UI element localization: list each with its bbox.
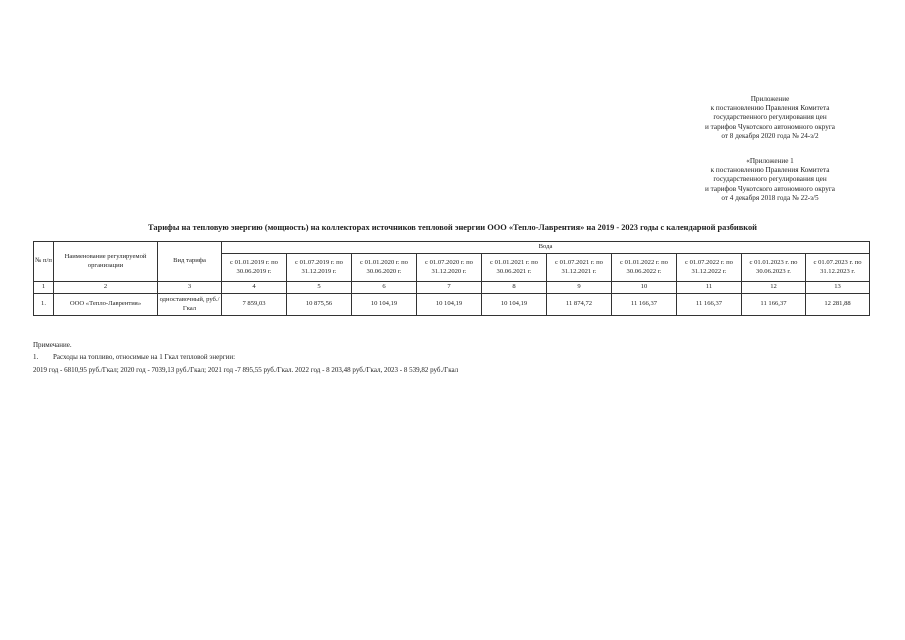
column-number: 12 bbox=[742, 282, 806, 294]
header-period: с 01.01.2021 г. по 30.06.2021 г. bbox=[482, 254, 547, 282]
column-number: 2 bbox=[54, 282, 158, 294]
annex-current bbox=[660, 95, 880, 141]
annex-current-line: и тарифов Чукотского автономного округа bbox=[705, 122, 835, 131]
tariff-table bbox=[33, 241, 870, 316]
header-period: с 01.01.2019 г. по 30.06.2019 г. bbox=[222, 254, 287, 282]
annex-current-line: от 8 декабря 2020 года № 24-з/2 bbox=[721, 131, 819, 140]
header-period: с 01.01.2023 г. по 30.06.2023 г. bbox=[742, 254, 806, 282]
annex-current-line: Приложение bbox=[750, 95, 790, 103]
header-number: № п/п bbox=[34, 242, 54, 282]
header-period: с 01.07.2022 г. по 31.12.2022 г. bbox=[677, 254, 742, 282]
column-number: 11 bbox=[677, 282, 742, 294]
tariff-value: 10 104,19 bbox=[352, 294, 417, 316]
annex-previous-line: и тарифов Чукотского автономного округа bbox=[705, 184, 835, 193]
annex-previous-line: к постановлению Правления Комитета bbox=[710, 166, 830, 175]
note-item-text: Расходы на топливо, относимые на 1 Гкал тепловой энергии: bbox=[53, 353, 236, 361]
header-period: с 01.07.2020 г. по 31.12.2020 г. bbox=[417, 254, 482, 282]
annex-current-line: к постановлению Правления Комитета bbox=[710, 104, 830, 113]
row-organization: ООО «Тепло-Лаврентия» bbox=[54, 294, 158, 316]
row-tariff-type: одноставочный, руб./Гкал bbox=[158, 294, 222, 316]
tariff-value: 11 874,72 bbox=[547, 294, 612, 316]
row-number: 1. bbox=[34, 294, 54, 316]
annex-previous-line: «Приложение 1 bbox=[746, 157, 794, 165]
header-period: с 01.01.2022 г. по 30.06.2022 г. bbox=[612, 254, 677, 282]
column-number: 10 bbox=[612, 282, 677, 294]
column-number: 8 bbox=[482, 282, 547, 294]
tariff-value: 7 859,03 bbox=[222, 294, 287, 316]
annex-previous-line: государственного регулирования цен bbox=[713, 175, 827, 184]
column-number: 5 bbox=[287, 282, 352, 294]
table-row bbox=[34, 294, 870, 316]
annex-previous bbox=[660, 157, 880, 203]
header-period: с 01.07.2023 г. по 31.12.2023 г. bbox=[806, 254, 870, 282]
column-number: 3 bbox=[158, 282, 222, 294]
note-item-number: 1. bbox=[33, 353, 39, 361]
column-number: 13 bbox=[806, 282, 870, 294]
note-item bbox=[33, 353, 235, 361]
annex-previous-line: от 4 декабря 2018 года № 22-з/5 bbox=[721, 193, 819, 202]
tariff-value: 10 104,19 bbox=[417, 294, 482, 316]
column-number: 6 bbox=[352, 282, 417, 294]
fuel-costs-line: 2019 год - 6810,95 руб./Гкал; 2020 год - 7039,13 руб./Гкал; 2021 год -7 895,55 руб./Гкал. 2022 год - 8 203,48 руб./Гкал, 2023 - 8 539,82 руб./Гкал bbox=[33, 366, 459, 374]
tariff-value: 11 166,37 bbox=[742, 294, 806, 316]
header-period: с 01.01.2020 г. по 30.06.2020 г. bbox=[352, 254, 417, 282]
tariff-value: 11 166,37 bbox=[677, 294, 742, 316]
column-number: 9 bbox=[547, 282, 612, 294]
column-number: 1 bbox=[34, 282, 54, 294]
header-water: Вода bbox=[222, 242, 870, 254]
header-organization: Наименование регулируемой организации bbox=[54, 242, 158, 282]
annex-current-line: государственного регулирования цен bbox=[713, 113, 827, 122]
header-tariff-type: Вид тарифа bbox=[158, 242, 222, 282]
column-number: 4 bbox=[222, 282, 287, 294]
tariff-value: 11 166,37 bbox=[612, 294, 677, 316]
tariff-value: 12 281,88 bbox=[806, 294, 870, 316]
document-title: Тарифы на тепловую энергию (мощность) на коллекторах источников тепловой энергии ООО «Тепло-Лаврентия» на 2019 - 2023 годы с календарной разбивкой bbox=[148, 223, 757, 232]
tariff-value: 10 875,56 bbox=[287, 294, 352, 316]
tariff-value: 10 104,19 bbox=[482, 294, 547, 316]
header-period: с 01.07.2019 г. по 31.12.2019 г. bbox=[287, 254, 352, 282]
header-period: с 01.07.2021 г. по 31.12.2021 г. bbox=[547, 254, 612, 282]
column-number: 7 bbox=[417, 282, 482, 294]
notes-heading: Примечание. bbox=[33, 341, 72, 349]
